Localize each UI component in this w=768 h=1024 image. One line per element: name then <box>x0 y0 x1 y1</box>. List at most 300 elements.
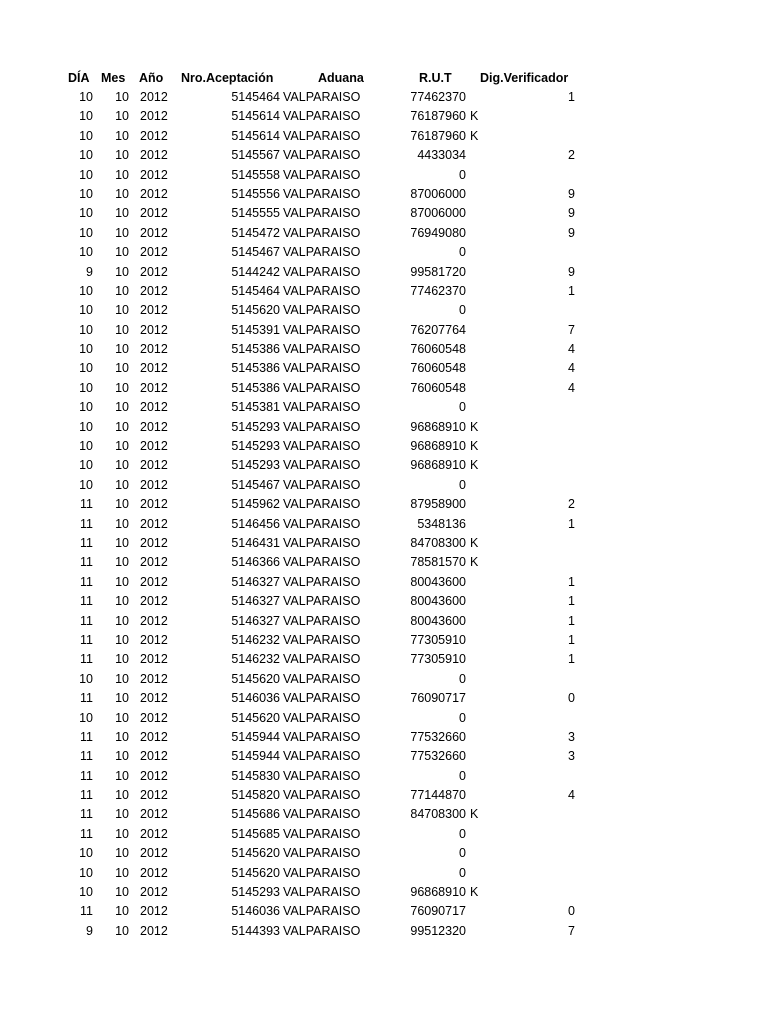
table-row <box>0 709 768 728</box>
cell-dig-verificador: K <box>470 439 479 454</box>
cell-mes: 10 <box>115 439 129 454</box>
cell-mes: 10 <box>115 109 129 124</box>
table-row <box>0 689 768 708</box>
cell-dia: 11 <box>80 904 93 919</box>
cell-aduana: VALPARAISO <box>283 729 361 744</box>
cell-anio: 2012 <box>140 768 168 783</box>
cell-nro-aceptacion: 5145386 <box>231 380 280 395</box>
cell-anio: 2012 <box>140 90 168 104</box>
cell-rut: 76090717 <box>410 904 466 919</box>
cell-mes: 10 <box>115 400 129 415</box>
cell-dig-verificador: 1 <box>568 652 575 667</box>
cell-aduana: VALPARAISO <box>283 846 361 861</box>
table-row <box>0 864 768 883</box>
cell-mes: 10 <box>115 283 129 298</box>
cell-mes: 10 <box>115 303 129 318</box>
cell-nro-aceptacion: 5145472 <box>231 225 280 240</box>
cell-mes: 10 <box>115 613 129 628</box>
cell-rut: 99512320 <box>410 923 466 938</box>
table-row <box>0 301 768 320</box>
header-row <box>0 68 768 88</box>
cell-dig-verificador: K <box>470 109 479 124</box>
cell-dia: 10 <box>79 322 93 337</box>
cell-aduana: VALPARAISO <box>283 245 361 260</box>
table-row <box>0 146 768 165</box>
cell-mes: 10 <box>115 516 129 531</box>
cell-anio: 2012 <box>140 439 168 454</box>
cell-rut: 96868910 <box>410 439 466 454</box>
cell-nro-aceptacion: 5146232 <box>231 632 280 647</box>
cell-mes: 10 <box>115 671 129 686</box>
cell-rut: 77305910 <box>410 632 466 647</box>
cell-dig-verificador: 1 <box>568 90 575 104</box>
cell-dig-verificador: 9 <box>568 264 575 279</box>
table-row <box>0 534 768 553</box>
table-row <box>0 107 768 126</box>
cell-dia: 10 <box>79 400 93 415</box>
cell-mes: 10 <box>115 128 129 143</box>
cell-nro-aceptacion: 5146232 <box>231 652 280 667</box>
cell-rut: 96868910 <box>410 458 466 473</box>
cell-dig-verificador: 2 <box>568 148 575 163</box>
table-row <box>0 166 768 185</box>
header-mes: Mes <box>101 71 126 85</box>
table-row <box>0 670 768 689</box>
cell-dia: 11 <box>80 555 93 570</box>
cell-dig-verificador: K <box>470 885 479 900</box>
cell-rut: 0 <box>459 865 466 880</box>
table-row <box>0 127 768 146</box>
cell-dig-verificador: 4 <box>568 342 575 357</box>
cell-mes: 10 <box>115 264 129 279</box>
header-rut: R.U.T <box>419 71 452 85</box>
cell-dig-verificador: 7 <box>568 923 575 938</box>
cell-aduana: VALPARAISO <box>283 535 361 550</box>
cell-mes: 10 <box>115 167 129 182</box>
cell-dia: 11 <box>80 826 93 841</box>
table-row <box>0 398 768 417</box>
header-aduana: Aduana <box>318 71 364 85</box>
table-row <box>0 902 768 921</box>
table-row <box>0 243 768 262</box>
cell-dia: 11 <box>80 574 93 589</box>
table-row <box>0 631 768 650</box>
cell-rut: 76060548 <box>410 361 466 376</box>
cell-anio: 2012 <box>140 671 168 686</box>
cell-dia: 10 <box>79 283 93 298</box>
cell-mes: 10 <box>115 710 129 725</box>
cell-anio: 2012 <box>140 322 168 337</box>
cell-rut: 0 <box>459 400 466 415</box>
cell-nro-aceptacion: 5145556 <box>231 186 280 201</box>
table-row <box>0 495 768 514</box>
cell-aduana: VALPARAISO <box>283 264 361 279</box>
cell-mes: 10 <box>115 458 129 473</box>
cell-aduana: VALPARAISO <box>283 749 361 764</box>
cell-anio: 2012 <box>140 225 168 240</box>
cell-aduana: VALPARAISO <box>283 516 361 531</box>
cell-rut: 76207764 <box>410 322 466 337</box>
cell-anio: 2012 <box>140 361 168 376</box>
cell-aduana: VALPARAISO <box>283 322 361 337</box>
cell-rut: 0 <box>459 671 466 686</box>
cell-rut: 87006000 <box>410 206 466 221</box>
cell-nro-aceptacion: 5145820 <box>231 788 280 803</box>
table-row <box>0 359 768 378</box>
cell-mes: 10 <box>115 788 129 803</box>
cell-nro-aceptacion: 5146327 <box>231 594 280 609</box>
cell-anio: 2012 <box>140 535 168 550</box>
cell-aduana: VALPARAISO <box>283 419 361 434</box>
cell-anio: 2012 <box>140 477 168 492</box>
cell-dia: 10 <box>79 109 93 124</box>
table-row <box>0 282 768 301</box>
cell-mes: 10 <box>115 225 129 240</box>
cell-mes: 10 <box>115 729 129 744</box>
cell-anio: 2012 <box>140 167 168 182</box>
cell-nro-aceptacion: 5146366 <box>231 555 280 570</box>
cell-aduana: VALPARAISO <box>283 826 361 841</box>
cell-dig-verificador: 4 <box>568 380 575 395</box>
cell-nro-aceptacion: 5146327 <box>231 613 280 628</box>
table-row <box>0 573 768 592</box>
cell-aduana: VALPARAISO <box>283 710 361 725</box>
cell-dia: 10 <box>79 846 93 861</box>
cell-mes: 10 <box>115 477 129 492</box>
cell-dia: 10 <box>79 361 93 376</box>
table-row <box>0 379 768 398</box>
cell-dia: 10 <box>79 439 93 454</box>
table-body <box>0 88 768 941</box>
cell-rut: 0 <box>459 303 466 318</box>
cell-nro-aceptacion: 5145467 <box>231 477 280 492</box>
cell-aduana: VALPARAISO <box>283 148 361 163</box>
cell-anio: 2012 <box>140 283 168 298</box>
cell-anio: 2012 <box>140 846 168 861</box>
cell-anio: 2012 <box>140 516 168 531</box>
cell-dia: 11 <box>80 516 93 531</box>
cell-anio: 2012 <box>140 574 168 589</box>
cell-aduana: VALPARAISO <box>283 167 361 182</box>
table-row <box>0 612 768 631</box>
cell-dig-verificador: 9 <box>568 206 575 221</box>
cell-aduana: VALPARAISO <box>283 497 361 512</box>
table-row <box>0 263 768 282</box>
cell-nro-aceptacion: 5145464 <box>231 283 280 298</box>
cell-rut: 0 <box>459 710 466 725</box>
cell-dia: 10 <box>79 710 93 725</box>
cell-mes: 10 <box>115 342 129 357</box>
cell-dia: 10 <box>79 225 93 240</box>
cell-mes: 10 <box>115 535 129 550</box>
cell-nro-aceptacion: 5145685 <box>231 826 280 841</box>
cell-anio: 2012 <box>140 109 168 124</box>
cell-dig-verificador: 0 <box>568 691 575 706</box>
cell-anio: 2012 <box>140 613 168 628</box>
cell-dia: 9 <box>86 923 93 938</box>
cell-rut: 80043600 <box>410 574 466 589</box>
header-nro-aceptacion: Nro.Aceptación <box>181 71 274 85</box>
cell-dig-verificador: K <box>470 535 479 550</box>
cell-mes: 10 <box>115 691 129 706</box>
cell-anio: 2012 <box>140 380 168 395</box>
cell-anio: 2012 <box>140 865 168 880</box>
cell-nro-aceptacion: 5145614 <box>231 109 280 124</box>
cell-nro-aceptacion: 5145555 <box>231 206 280 221</box>
cell-mes: 10 <box>115 923 129 938</box>
header-dig-verificador: Dig.Verificador <box>480 71 569 85</box>
cell-rut: 84708300 <box>410 807 466 822</box>
cell-anio: 2012 <box>140 710 168 725</box>
cell-dig-verificador: 3 <box>568 749 575 764</box>
cell-aduana: VALPARAISO <box>283 186 361 201</box>
cell-dig-verificador: 1 <box>568 594 575 609</box>
cell-dig-verificador: 4 <box>568 361 575 376</box>
cell-dia: 10 <box>79 167 93 182</box>
cell-dia: 10 <box>79 380 93 395</box>
cell-dig-verificador: K <box>470 128 479 143</box>
cell-anio: 2012 <box>140 885 168 900</box>
cell-anio: 2012 <box>140 594 168 609</box>
cell-anio: 2012 <box>140 904 168 919</box>
cell-dia: 10 <box>79 148 93 163</box>
cell-nro-aceptacion: 5144393 <box>231 923 280 938</box>
cell-rut: 0 <box>459 826 466 841</box>
table-row <box>0 418 768 437</box>
cell-rut: 76949080 <box>410 225 466 240</box>
cell-rut: 77144870 <box>410 788 466 803</box>
table-row <box>0 922 768 941</box>
cell-rut: 76187960 <box>410 128 466 143</box>
cell-dig-verificador: 1 <box>568 613 575 628</box>
cell-nro-aceptacion: 5146431 <box>231 535 280 550</box>
cell-nro-aceptacion: 5146036 <box>231 904 280 919</box>
cell-dig-verificador: 7 <box>568 322 575 337</box>
table-row <box>0 592 768 611</box>
cell-dig-verificador: K <box>470 807 479 822</box>
cell-mes: 10 <box>115 245 129 260</box>
cell-dig-verificador: 9 <box>568 186 575 201</box>
cell-dia: 10 <box>79 885 93 900</box>
cell-aduana: VALPARAISO <box>283 865 361 880</box>
cell-mes: 10 <box>115 186 129 201</box>
cell-nro-aceptacion: 5145962 <box>231 497 280 512</box>
cell-anio: 2012 <box>140 652 168 667</box>
cell-anio: 2012 <box>140 419 168 434</box>
cell-rut: 77462370 <box>410 283 466 298</box>
cell-aduana: VALPARAISO <box>283 206 361 221</box>
cell-nro-aceptacion: 5145467 <box>231 245 280 260</box>
cell-aduana: VALPARAISO <box>283 671 361 686</box>
cell-aduana: VALPARAISO <box>283 439 361 454</box>
table-row <box>0 515 768 534</box>
cell-aduana: VALPARAISO <box>283 109 361 124</box>
cell-anio: 2012 <box>140 458 168 473</box>
cell-nro-aceptacion: 5145386 <box>231 342 280 357</box>
cell-nro-aceptacion: 5145620 <box>231 671 280 686</box>
cell-rut: 76090717 <box>410 691 466 706</box>
cell-mes: 10 <box>115 148 129 163</box>
cell-dig-verificador: 2 <box>568 497 575 512</box>
cell-mes: 10 <box>115 807 129 822</box>
cell-nro-aceptacion: 5145686 <box>231 807 280 822</box>
cell-rut: 5348136 <box>417 516 466 531</box>
cell-aduana: VALPARAISO <box>283 458 361 473</box>
cell-rut: 80043600 <box>410 613 466 628</box>
cell-rut: 0 <box>459 167 466 182</box>
cell-aduana: VALPARAISO <box>283 303 361 318</box>
cell-aduana: VALPARAISO <box>283 283 361 298</box>
cell-dig-verificador: 4 <box>568 788 575 803</box>
cell-aduana: VALPARAISO <box>283 400 361 415</box>
cell-aduana: VALPARAISO <box>283 904 361 919</box>
cell-anio: 2012 <box>140 128 168 143</box>
cell-dig-verificador: K <box>470 555 479 570</box>
cell-rut: 0 <box>459 768 466 783</box>
table-row <box>0 204 768 223</box>
table-row <box>0 786 768 805</box>
cell-nro-aceptacion: 5145381 <box>231 400 280 415</box>
cell-rut: 77532660 <box>410 729 466 744</box>
cell-mes: 10 <box>115 749 129 764</box>
cell-dia: 11 <box>80 613 93 628</box>
cell-dia: 10 <box>79 671 93 686</box>
cell-anio: 2012 <box>140 497 168 512</box>
cell-dia: 10 <box>79 90 93 104</box>
cell-nro-aceptacion: 5145620 <box>231 865 280 880</box>
cell-nro-aceptacion: 5145944 <box>231 749 280 764</box>
cell-aduana: VALPARAISO <box>283 361 361 376</box>
table-row <box>0 728 768 747</box>
cell-aduana: VALPARAISO <box>283 885 361 900</box>
cell-mes: 10 <box>115 768 129 783</box>
cell-mes: 10 <box>115 380 129 395</box>
cell-rut: 0 <box>459 846 466 861</box>
cell-anio: 2012 <box>140 400 168 415</box>
table-row <box>0 456 768 475</box>
cell-rut: 84708300 <box>410 535 466 550</box>
cell-dia: 11 <box>80 691 93 706</box>
cell-dia: 11 <box>80 535 93 550</box>
table-row <box>0 185 768 204</box>
cell-dia: 11 <box>80 594 93 609</box>
cell-anio: 2012 <box>140 923 168 938</box>
cell-mes: 10 <box>115 594 129 609</box>
table-row <box>0 553 768 572</box>
cell-anio: 2012 <box>140 729 168 744</box>
cell-rut: 76187960 <box>410 109 466 124</box>
cell-dig-verificador: 1 <box>568 516 575 531</box>
cell-aduana: VALPARAISO <box>283 613 361 628</box>
cell-aduana: VALPARAISO <box>283 691 361 706</box>
cell-dig-verificador: 3 <box>568 729 575 744</box>
cell-dia: 10 <box>79 245 93 260</box>
cell-dia: 10 <box>79 419 93 434</box>
cell-aduana: VALPARAISO <box>283 652 361 667</box>
cell-aduana: VALPARAISO <box>283 768 361 783</box>
cell-anio: 2012 <box>140 788 168 803</box>
table-row <box>0 224 768 243</box>
cell-dig-verificador: K <box>470 458 479 473</box>
cell-dia: 10 <box>79 186 93 201</box>
cell-nro-aceptacion: 5145944 <box>231 729 280 744</box>
cell-nro-aceptacion: 5145620 <box>231 303 280 318</box>
table-row <box>0 805 768 824</box>
cell-rut: 4433034 <box>417 148 466 163</box>
cell-anio: 2012 <box>140 632 168 647</box>
cell-mes: 10 <box>115 632 129 647</box>
cell-nro-aceptacion: 5146327 <box>231 574 280 589</box>
cell-nro-aceptacion: 5145620 <box>231 710 280 725</box>
cell-nro-aceptacion: 5145614 <box>231 128 280 143</box>
table-row <box>0 747 768 766</box>
cell-anio: 2012 <box>140 264 168 279</box>
cell-nro-aceptacion: 5144242 <box>231 264 280 279</box>
cell-mes: 10 <box>115 865 129 880</box>
cell-anio: 2012 <box>140 342 168 357</box>
cell-dig-verificador: 0 <box>568 904 575 919</box>
cell-aduana: VALPARAISO <box>283 594 361 609</box>
cell-dig-verificador: 1 <box>568 632 575 647</box>
cell-aduana: VALPARAISO <box>283 574 361 589</box>
table-row <box>0 321 768 340</box>
cell-anio: 2012 <box>140 807 168 822</box>
table-row <box>0 844 768 863</box>
cell-anio: 2012 <box>140 555 168 570</box>
cell-dia: 11 <box>80 652 93 667</box>
cell-dia: 10 <box>79 865 93 880</box>
cell-dig-verificador: K <box>470 419 479 434</box>
cell-dig-verificador: 1 <box>568 283 575 298</box>
table-row <box>0 437 768 456</box>
cell-mes: 10 <box>115 555 129 570</box>
cell-rut: 80043600 <box>410 594 466 609</box>
table-row <box>0 825 768 844</box>
cell-mes: 10 <box>115 419 129 434</box>
cell-rut: 96868910 <box>410 419 466 434</box>
cell-dia: 10 <box>79 206 93 221</box>
spreadsheet <box>0 68 768 941</box>
cell-rut: 87958900 <box>410 497 466 512</box>
cell-aduana: VALPARAISO <box>283 225 361 240</box>
header-anio: Año <box>139 71 164 85</box>
cell-dia: 11 <box>80 788 93 803</box>
cell-rut: 76060548 <box>410 380 466 395</box>
cell-dia: 11 <box>80 632 93 647</box>
cell-nro-aceptacion: 5145464 <box>231 90 280 104</box>
cell-nro-aceptacion: 5145830 <box>231 768 280 783</box>
cell-mes: 10 <box>115 846 129 861</box>
cell-dia: 10 <box>79 458 93 473</box>
cell-anio: 2012 <box>140 749 168 764</box>
cell-aduana: VALPARAISO <box>283 128 361 143</box>
cell-dig-verificador: 9 <box>568 225 575 240</box>
cell-nro-aceptacion: 5145293 <box>231 458 280 473</box>
cell-dia: 11 <box>80 729 93 744</box>
cell-rut: 77532660 <box>410 749 466 764</box>
table-row <box>0 340 768 359</box>
cell-rut: 0 <box>459 245 466 260</box>
cell-nro-aceptacion: 5145293 <box>231 885 280 900</box>
cell-mes: 10 <box>115 574 129 589</box>
cell-rut: 0 <box>459 477 466 492</box>
cell-aduana: VALPARAISO <box>283 380 361 395</box>
cell-aduana: VALPARAISO <box>283 923 361 938</box>
cell-nro-aceptacion: 5145558 <box>231 167 280 182</box>
cell-nro-aceptacion: 5145293 <box>231 419 280 434</box>
cell-aduana: VALPARAISO <box>283 807 361 822</box>
cell-aduana: VALPARAISO <box>283 477 361 492</box>
